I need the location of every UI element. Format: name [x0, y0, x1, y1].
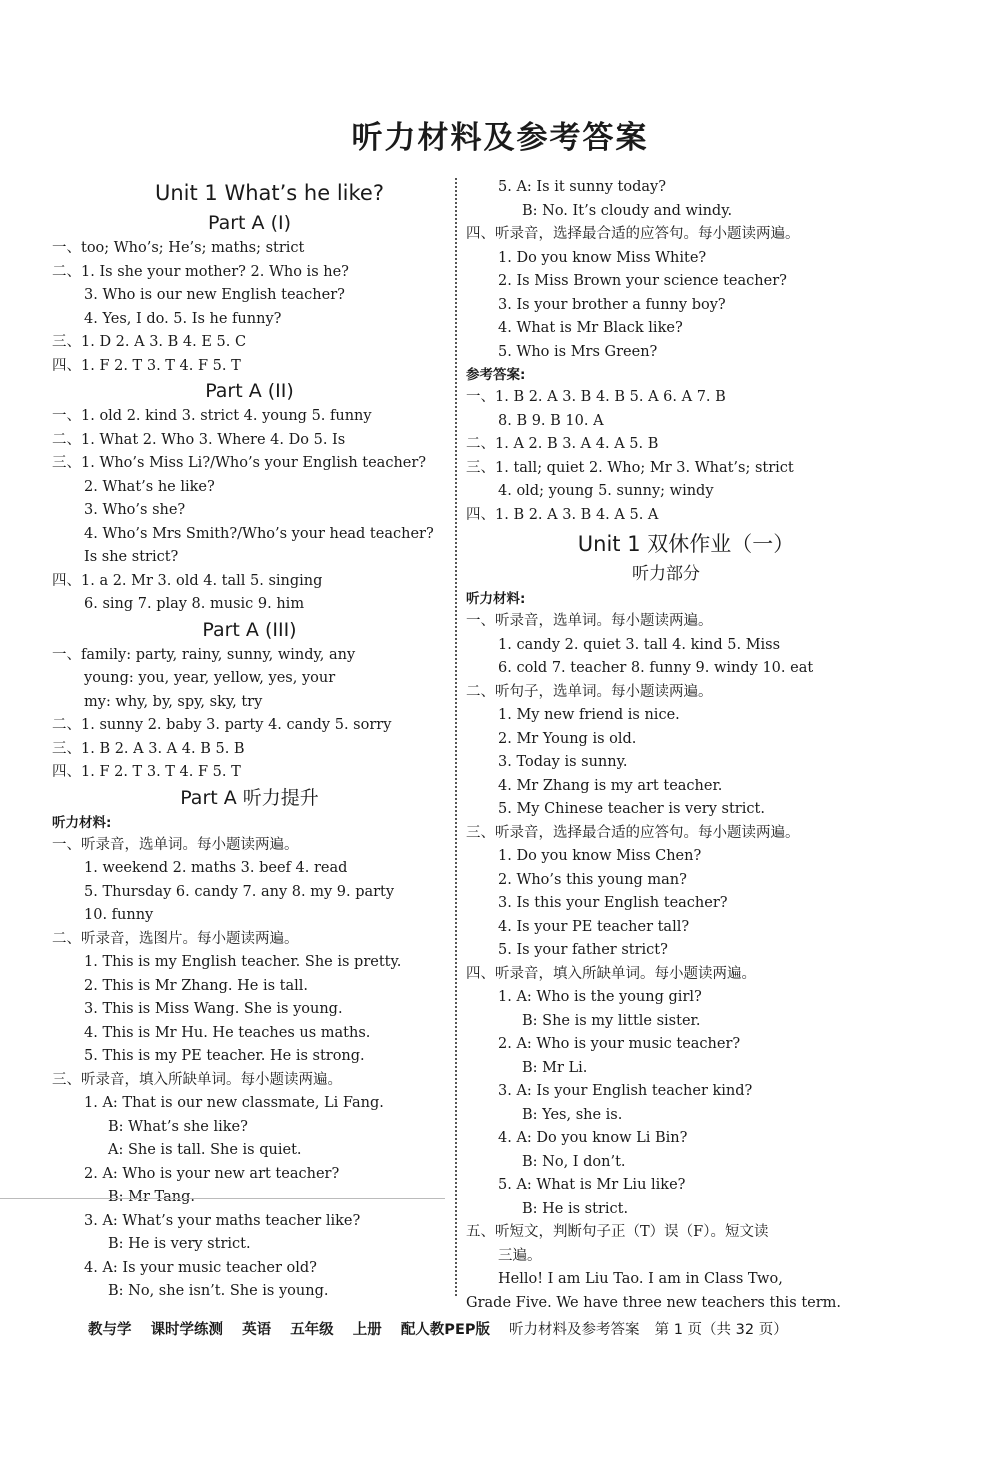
footer-grade: 五年级 [290, 1322, 334, 1338]
part-heading: Part A (III) [202, 618, 297, 641]
text-line: young: you, year, yellow, yes, your [84, 670, 336, 686]
text-line: 1. My new friend is nice. [498, 707, 680, 723]
text-line: 一、听录音，选单词。每小题读两遍。 [466, 613, 713, 629]
text-line: 5. Who is Mrs Green? [498, 343, 658, 360]
section-label: 听力材料: [52, 814, 112, 831]
text-line: 4. Who’s Mrs Smith?/Who’s your head teacher? [84, 525, 434, 542]
text-line: 四、1. F 2. T 3. T 4. F 5. T [52, 357, 241, 374]
text-line: 三遍。 [498, 1247, 542, 1264]
text-line: 2. What’s he like? [84, 478, 215, 495]
footer-section: 听力材料及参考答案 [509, 1322, 640, 1338]
column-divider [455, 178, 457, 1296]
text-line: B: He is very strict. [108, 1236, 251, 1252]
text-line: 2. This is Mr Zhang. He is tall. [84, 977, 308, 994]
text-line: 4. What is Mr Black like? [498, 320, 683, 336]
text-line: B: Yes, she is. [522, 1106, 623, 1123]
page-title: 听力材料及参考答案 [351, 120, 649, 156]
text-line: 二、1. What 2. Who 3. Where 4. Do 5. Is [52, 431, 346, 448]
text-line: 3. A: What’s your maths teacher like? [84, 1212, 361, 1229]
text-line: Grade Five. We have three new teachers this term. [466, 1294, 842, 1311]
text-line: B: She is my little sister. [522, 1012, 701, 1029]
text-line: 3. Is your brother a funny boy? [498, 296, 726, 313]
text-line: 2. Is Miss Brown your science teacher? [498, 273, 787, 289]
text-line: 3. Is this your English teacher? [498, 895, 728, 911]
text-line: 4. A: Is your music teacher old? [84, 1259, 317, 1276]
text-line: 三、1. B 2. A 3. A 4. B 5. B [52, 740, 245, 757]
footer-edition: 配人教PEP版 [400, 1322, 490, 1338]
text-line: 1. Do you know Miss Chen? [498, 848, 702, 864]
text-line: 5. A: What is Mr Liu like? [498, 1177, 686, 1193]
text-line: 6. sing 7. play 8. music 9. him [84, 596, 305, 612]
text-line: 5. Thursday 6. candy 7. any 8. my 9. party [84, 883, 395, 900]
text-line: B: No. It’s cloudy and windy. [522, 202, 733, 219]
text-line: 二、听句子，选单词。每小题读两遍。 [466, 683, 713, 700]
text-line: 1. weekend 2. maths 3. beef 4. read [84, 860, 348, 876]
unit-heading: Unit 1 What’s he like? [155, 181, 384, 205]
text-line: 三、听录音，填入所缺单词。每小题读两遍。 [52, 1071, 342, 1088]
footer-rule [0, 1198, 445, 1199]
text-line: 1. candy 2. quiet 3. tall 4. kind 5. Miss [498, 636, 781, 653]
text-line: 三、听录音，选择最合适的应答句。每小题读两遍。 [466, 824, 800, 841]
text-line: 4. A: Do you know Li Bin? [498, 1130, 688, 1146]
text-line: Is she strict? [84, 549, 179, 565]
text-line: 10. funny [84, 907, 154, 923]
text-line: 2. Who’s this young man? [498, 871, 687, 888]
text-line: 一、too; Who’s; He’s; maths; strict [52, 240, 305, 256]
text-line: 8. B 9. B 10. A [498, 412, 604, 429]
text-line: 一、1. old 2. kind 3. strict 4. young 5. funny [52, 408, 372, 424]
footer-page-number: 第 1 页（共 32 页） [654, 1322, 788, 1338]
text-line: 4. Is your PE teacher tall? [498, 918, 690, 935]
text-line: Hello! I am Liu Tao. I am in Class Two, [498, 1271, 783, 1287]
text-line: 二、听录音，选图片。每小题读两遍。 [52, 930, 299, 947]
text-line: 2. A: Who is your new art teacher? [84, 1165, 340, 1182]
section-label: 听力材料: [466, 591, 526, 607]
text-line: my: why, by, spy, sky, try [84, 693, 263, 710]
text-line: 2. Mr Young is old. [498, 730, 637, 747]
left-column [52, 176, 447, 1304]
text-line: 3. A: Is your English teacher kind? [498, 1083, 753, 1099]
text-line: 四、听录音，填入所缺单词。每小题读两遍。 [466, 965, 756, 982]
text-line: 三、1. Who’s Miss Li?/Who’s your English teacher? [52, 455, 427, 471]
right-column [466, 176, 866, 1315]
text-line: 1. A: That is our new classmate, Li Fang. [84, 1095, 384, 1111]
sub-heading: 听力部分 [632, 564, 700, 584]
footer-volume: 上册 [352, 1322, 382, 1338]
footer-series: 课时学练测 [150, 1322, 224, 1338]
text-line: 四、听录音，选择最合适的应答句。每小题读两遍。 [466, 226, 800, 242]
text-line: 3. Who’s she? [84, 502, 186, 518]
text-line: 6. cold 7. teacher 8. funny 9. windy 10. eat [498, 660, 814, 676]
text-line: 四、1. a 2. Mr 3. old 4. tall 5. singing [52, 572, 323, 589]
part-heading: Part A 听力提升 [180, 786, 319, 809]
text-line: 一、听录音，选单词。每小题读两遍。 [52, 836, 299, 853]
text-line: A: She is tall. She is quiet. [108, 1142, 302, 1158]
footer-brand: 教与学 [88, 1322, 132, 1338]
text-line: 1. Do you know Miss White? [498, 249, 707, 266]
text-line: 四、1. B 2. A 3. B 4. A 5. A [466, 506, 659, 523]
section-label: 参考答案: [466, 367, 526, 383]
text-line: 5. A: Is it sunny today? [498, 179, 666, 195]
text-line: B: What’s she like? [108, 1118, 248, 1135]
text-line: B: No, I don’t. [522, 1153, 626, 1170]
text-line: 三、1. tall; quiet 2. Who; Mr 3. What’s; strict [466, 459, 794, 476]
text-line: B: Mr Tang. [108, 1189, 195, 1205]
text-line: 5. Is your father strict? [498, 942, 668, 958]
text-line: 5. This is my PE teacher. He is strong. [84, 1048, 365, 1064]
text-line: 二、1. Is she your mother? 2. Who is he? [52, 263, 349, 280]
text-line: 三、1. D 2. A 3. B 4. E 5. C [52, 334, 247, 350]
text-line: 1. This is my English teacher. She is pretty. [84, 954, 402, 970]
text-line: 4. old; young 5. sunny; windy [498, 483, 714, 499]
text-line: 五、听短文，判断句子正（T）误（F）。短文读 [466, 1224, 769, 1240]
text-line: 4. Mr Zhang is my art teacher. [498, 777, 723, 794]
text-line: B: No, she isn’t. She is young. [108, 1283, 329, 1299]
text-line: 5. My Chinese teacher is very strict. [498, 801, 765, 817]
unit-heading: Unit 1 双休作业（一） [577, 532, 795, 556]
text-line: 二、1. A 2. B 3. A 4. A 5. B [466, 436, 659, 452]
page-footer [88, 1318, 948, 1339]
text-line: 4. Yes, I do. 5. Is he funny? [84, 310, 282, 327]
part-heading: Part A (I) [207, 212, 291, 234]
text-line: 一、family: party, rainy, sunny, windy, any [52, 646, 356, 663]
footer-subject: 英语 [242, 1322, 272, 1338]
text-line: 1. A: Who is the young girl? [498, 989, 702, 1005]
text-line: 3. Who is our new English teacher? [84, 287, 345, 303]
text-line: 3. This is Miss Wang. She is young. [84, 1001, 343, 1017]
text-line: 一、1. B 2. A 3. B 4. B 5. A 6. A 7. B [466, 389, 726, 405]
part-heading: Part A (II) [205, 380, 294, 402]
text-line: 2. A: Who is your music teacher? [498, 1036, 741, 1052]
text-line: 四、1. F 2. T 3. T 4. F 5. T [52, 764, 241, 780]
text-line: 3. Today is sunny. [498, 754, 628, 770]
text-line: 4. This is Mr Hu. He teaches us maths. [84, 1024, 371, 1041]
text-line: B: Mr Li. [522, 1059, 588, 1076]
text-line: B: He is strict. [522, 1200, 629, 1217]
text-line: 二、1. sunny 2. baby 3. party 4. candy 5. sorry [52, 717, 392, 733]
